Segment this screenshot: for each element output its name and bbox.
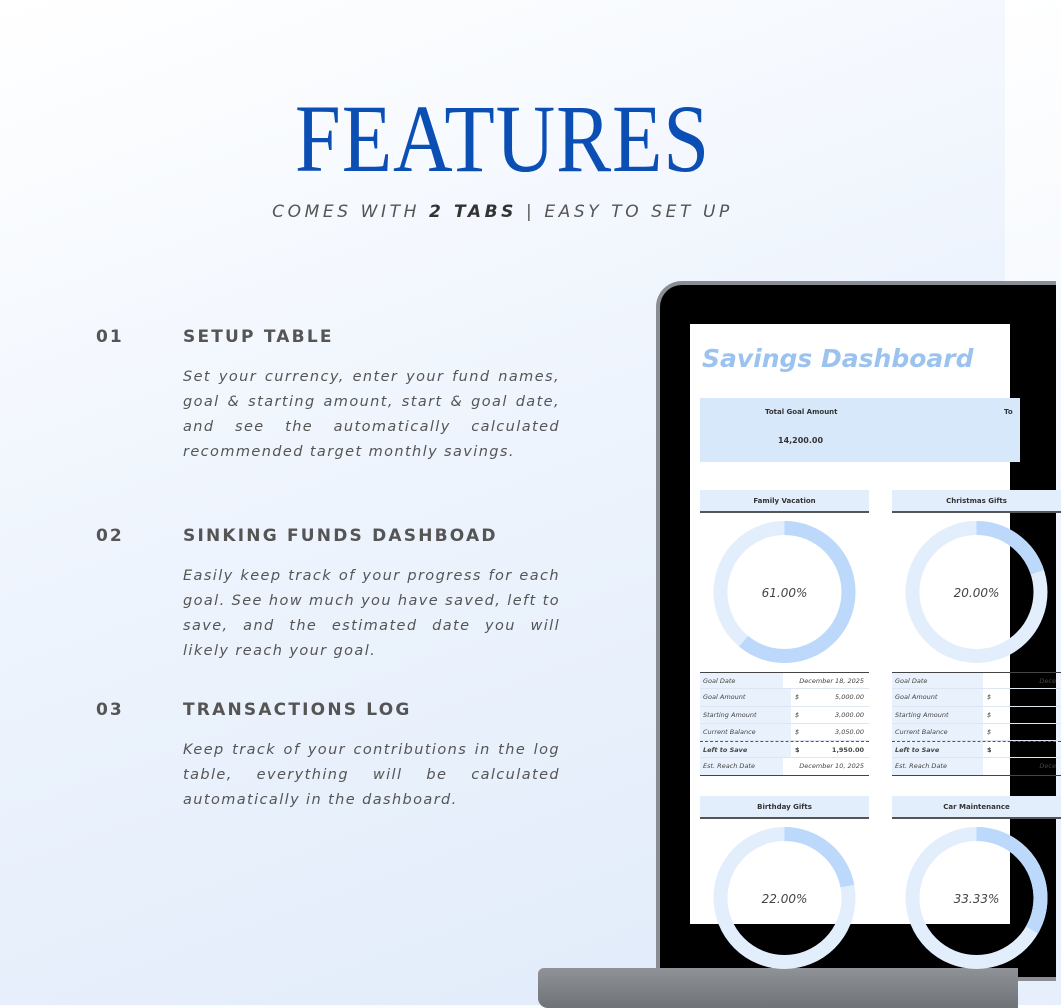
detail-value: 3,050.00 bbox=[835, 727, 864, 736]
detail-row bbox=[892, 724, 1061, 741]
detail-row bbox=[892, 672, 1061, 689]
detail-row bbox=[700, 672, 869, 689]
percent-label: 22.00% bbox=[761, 892, 808, 906]
detail-row bbox=[892, 758, 1061, 775]
detail-value: 3,000.00 bbox=[835, 710, 864, 719]
detail-row bbox=[892, 741, 1061, 758]
detail-value: 5,000.00 bbox=[835, 693, 864, 702]
detail-value: Dece bbox=[1039, 762, 1056, 771]
fund-details bbox=[892, 672, 1061, 776]
fund-title: Birthday Gifts bbox=[700, 796, 869, 819]
subtitle-pre: COMES WITH bbox=[272, 202, 429, 222]
feature-heading: SETUP TABLE bbox=[183, 327, 334, 347]
fund-title: Car Maintenance bbox=[892, 796, 1061, 819]
fund-title: Family Vacation bbox=[700, 490, 869, 513]
feature-description: Easily keep track of your progress for each goal. See how much you have saved, left to save, and the estimated date you will likely reach your goal. bbox=[183, 568, 560, 659]
detail-currency: $ bbox=[987, 710, 992, 719]
detail-key: Goal Amount bbox=[892, 689, 983, 705]
detail-currency: $ bbox=[987, 693, 992, 702]
laptop-screen bbox=[690, 324, 1056, 924]
total-goal-value: 14,200.00 bbox=[778, 436, 824, 445]
detail-value: December 18, 2025 bbox=[799, 677, 864, 685]
detail-key: Est. Reach Date bbox=[700, 758, 783, 774]
detail-value bbox=[1001, 724, 1061, 740]
fund-title: Christmas Gifts bbox=[892, 490, 1061, 513]
detail-currency bbox=[783, 758, 800, 774]
detail-key: Starting Amount bbox=[700, 707, 791, 723]
feature-description: Keep track of your contributions in the log table, everything will be calculated automatically in the dashboard. bbox=[183, 742, 560, 808]
detail-key: Est. Reach Date bbox=[892, 758, 983, 774]
percent-label: 33.33% bbox=[953, 892, 1000, 906]
detail-row bbox=[700, 758, 869, 775]
percent-label: 20.00% bbox=[953, 586, 1000, 600]
feature-heading: TRANSACTIONS LOG bbox=[183, 700, 412, 720]
detail-key: Goal Date bbox=[700, 673, 783, 688]
detail-value: 1,950.00 bbox=[831, 746, 864, 755]
percent-label: 61.00% bbox=[761, 586, 808, 600]
detail-row bbox=[700, 741, 869, 758]
detail-key: Left to Save bbox=[700, 742, 791, 757]
detail-currency: $ bbox=[795, 727, 800, 736]
dashboard-title: Savings Dashboard bbox=[702, 344, 974, 373]
feature-number: 02 bbox=[96, 526, 124, 546]
fund-details bbox=[700, 672, 869, 776]
detail-row bbox=[700, 707, 869, 724]
detail-value bbox=[1001, 707, 1061, 723]
detail-key: Left to Save bbox=[892, 742, 983, 757]
detail-row bbox=[892, 707, 1061, 724]
feature-description: Set your currency, enter your fund names, goal & starting amount, start & goal date, and see the automatically calculated recommended target monthly savings. bbox=[183, 369, 560, 460]
fund-card bbox=[892, 490, 1061, 771]
subtitle bbox=[0, 202, 1005, 222]
detail-key: Starting Amount bbox=[892, 707, 983, 723]
detail-currency bbox=[983, 758, 1001, 774]
detail-row bbox=[700, 689, 869, 706]
fund-card bbox=[700, 796, 869, 906]
detail-row bbox=[892, 689, 1061, 706]
fund-card bbox=[700, 490, 869, 771]
feature-heading: SINKING FUNDS DASHBOAD bbox=[183, 526, 498, 546]
detail-key: Current Balance bbox=[700, 724, 791, 740]
second-total-label: To bbox=[1004, 408, 1013, 416]
detail-currency: $ bbox=[795, 710, 800, 719]
detail-currency: $ bbox=[795, 746, 800, 755]
detail-value: Dece bbox=[1039, 677, 1056, 685]
subtitle-post: | EASY TO SET UP bbox=[516, 202, 733, 222]
detail-currency: $ bbox=[987, 727, 992, 736]
detail-currency bbox=[983, 673, 1001, 688]
detail-key: Current Balance bbox=[892, 724, 983, 740]
detail-currency bbox=[783, 673, 800, 688]
detail-key: Goal Amount bbox=[700, 689, 791, 705]
total-goal-label: Total Goal Amount bbox=[765, 408, 838, 416]
detail-value bbox=[1001, 689, 1061, 705]
detail-key: Goal Date bbox=[892, 673, 983, 688]
detail-value bbox=[1001, 742, 1061, 757]
page-title: FEATURES bbox=[294, 85, 711, 192]
detail-value: December 10, 2025 bbox=[799, 762, 864, 771]
detail-currency: $ bbox=[987, 746, 992, 755]
detail-row bbox=[700, 724, 869, 741]
fund-card bbox=[892, 796, 1061, 906]
detail-currency: $ bbox=[795, 693, 800, 702]
totals-panel bbox=[700, 398, 1020, 462]
subtitle-bold: 2 TABS bbox=[429, 202, 517, 222]
feature-number: 03 bbox=[96, 700, 124, 720]
feature-number: 01 bbox=[96, 327, 124, 347]
